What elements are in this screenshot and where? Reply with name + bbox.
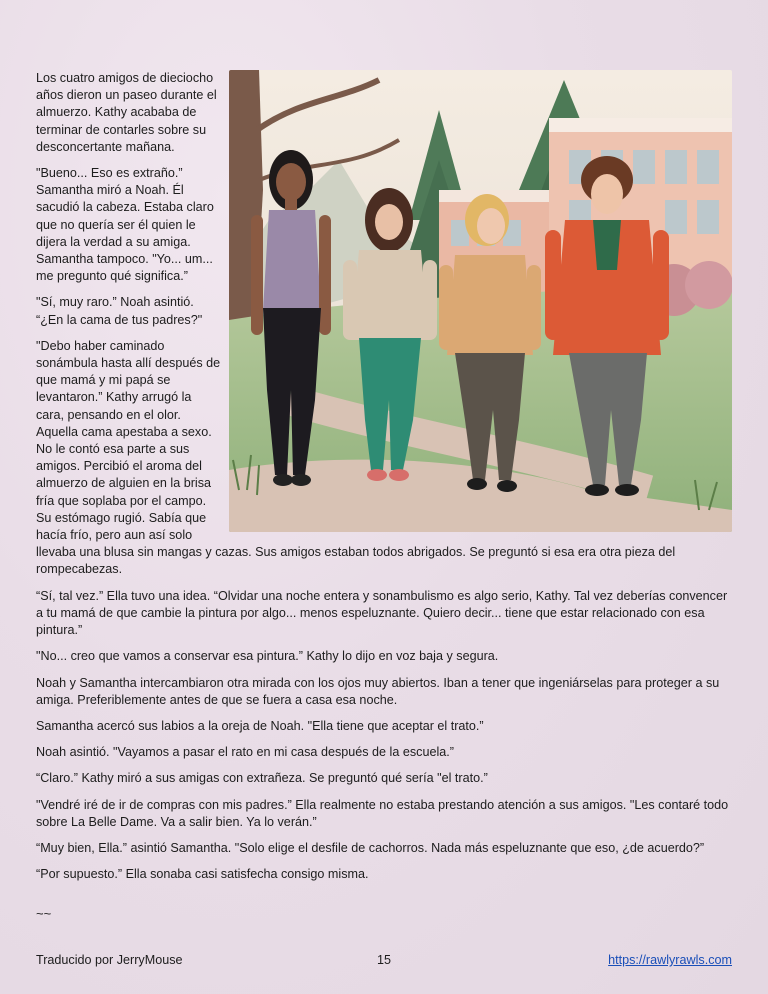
story-text <box>36 70 732 883</box>
paragraph: Samantha acercó sus labios a la oreja de Noah. "Ella tiene que aceptar el trato.” <box>36 718 484 733</box>
page-content <box>36 70 732 892</box>
page-footer <box>36 953 732 967</box>
four-friends-walking-campus-illustration <box>229 70 732 532</box>
paragraph: "Bueno... Eso es extraño.” Samantha miró a Noah. Él sacudió la cabeza. Estaba claro que no quería ser él quien le dijera la verdad a su amiga. Samantha tampoco. "Yo... um... me pregunto qué significa.” <box>36 166 214 284</box>
paragraph: "No... creo que vamos a conservar esa pintura.” Kathy lo dijo en voz baja y segura. <box>36 649 499 664</box>
website-link[interactable]: https://rawlyrawls.com <box>608 953 732 967</box>
paragraph: "Debo haber caminado sonámbula hasta allí después de que mamá y mi papá se levantaron.” Kathy arrugó la cara, pensando en el olor. Aquella cama apestaba a sexo. No le contó esa parte a sus amigos. Percibió el aroma del almuerzo de alguien en la brisa fría que soplaba por el campo. Su estómago rugió. Sabía que hacía frío, pero aun así solo llevaba una blusa sin mangas y cazas. Sus amigos estaban todos abrigados. Se preguntó si esa era otra pieza del rompecabezas. <box>36 338 676 577</box>
paragraph: “Por supuesto.” Ella sonaba casi satisfecha consigo misma. <box>36 867 369 882</box>
translator-credit: Traducido por JerryMouse <box>36 953 183 967</box>
paragraph: “Claro.” Kathy miró a sus amigas con extrañeza. Se preguntó qué sería "el trato.” <box>36 771 488 786</box>
page-number: 15 <box>376 953 391 967</box>
paragraph: "Vendré iré de ir de compras con mis padres.” Ella realmente no estaba prestando atención a sus amigos. "Les contaré todo sobre La Belle Dame. Va a salir bien. Ya lo verán.” <box>36 797 729 829</box>
paragraph: Noah y Samantha intercambiaron otra mirada con los ojos muy abiertos. Iban a tener que ingeniárselas para proteger a su amiga. Preferiblemente antes de que se fuera a casa esa noche. <box>36 675 720 707</box>
paragraph: Noah asintió. "Vayamos a pasar el rato en mi casa después de la escuela.” <box>36 745 454 760</box>
section-separator: ~~ <box>36 906 52 921</box>
paragraph: Los cuatro amigos de dieciocho años dieron un paseo durante el almuerzo. Kathy acababa de terminar de contarles sobre su desconcertante mañana. <box>36 71 217 154</box>
paragraph: “Sí, tal vez.” Ella tuvo una idea. “Olvidar una noche entera y sonambulismo es algo serio, Kathy. Tal vez deberías convencer a tu mamá de que cambie la pintura por algo... menos espeluznante. Quiero decir... tiene que estar relacionado con esa pintura.” <box>36 588 728 638</box>
paragraph: “Muy bien, Ella.” asintió Samantha. "Solo elige el desfile de cachorros. Nada más espeluznante que eso, ¿de acuerdo?” <box>36 840 705 855</box>
paragraph: "Sí, muy raro.” Noah asintió. “¿En la cama de tus padres?" <box>36 295 203 327</box>
